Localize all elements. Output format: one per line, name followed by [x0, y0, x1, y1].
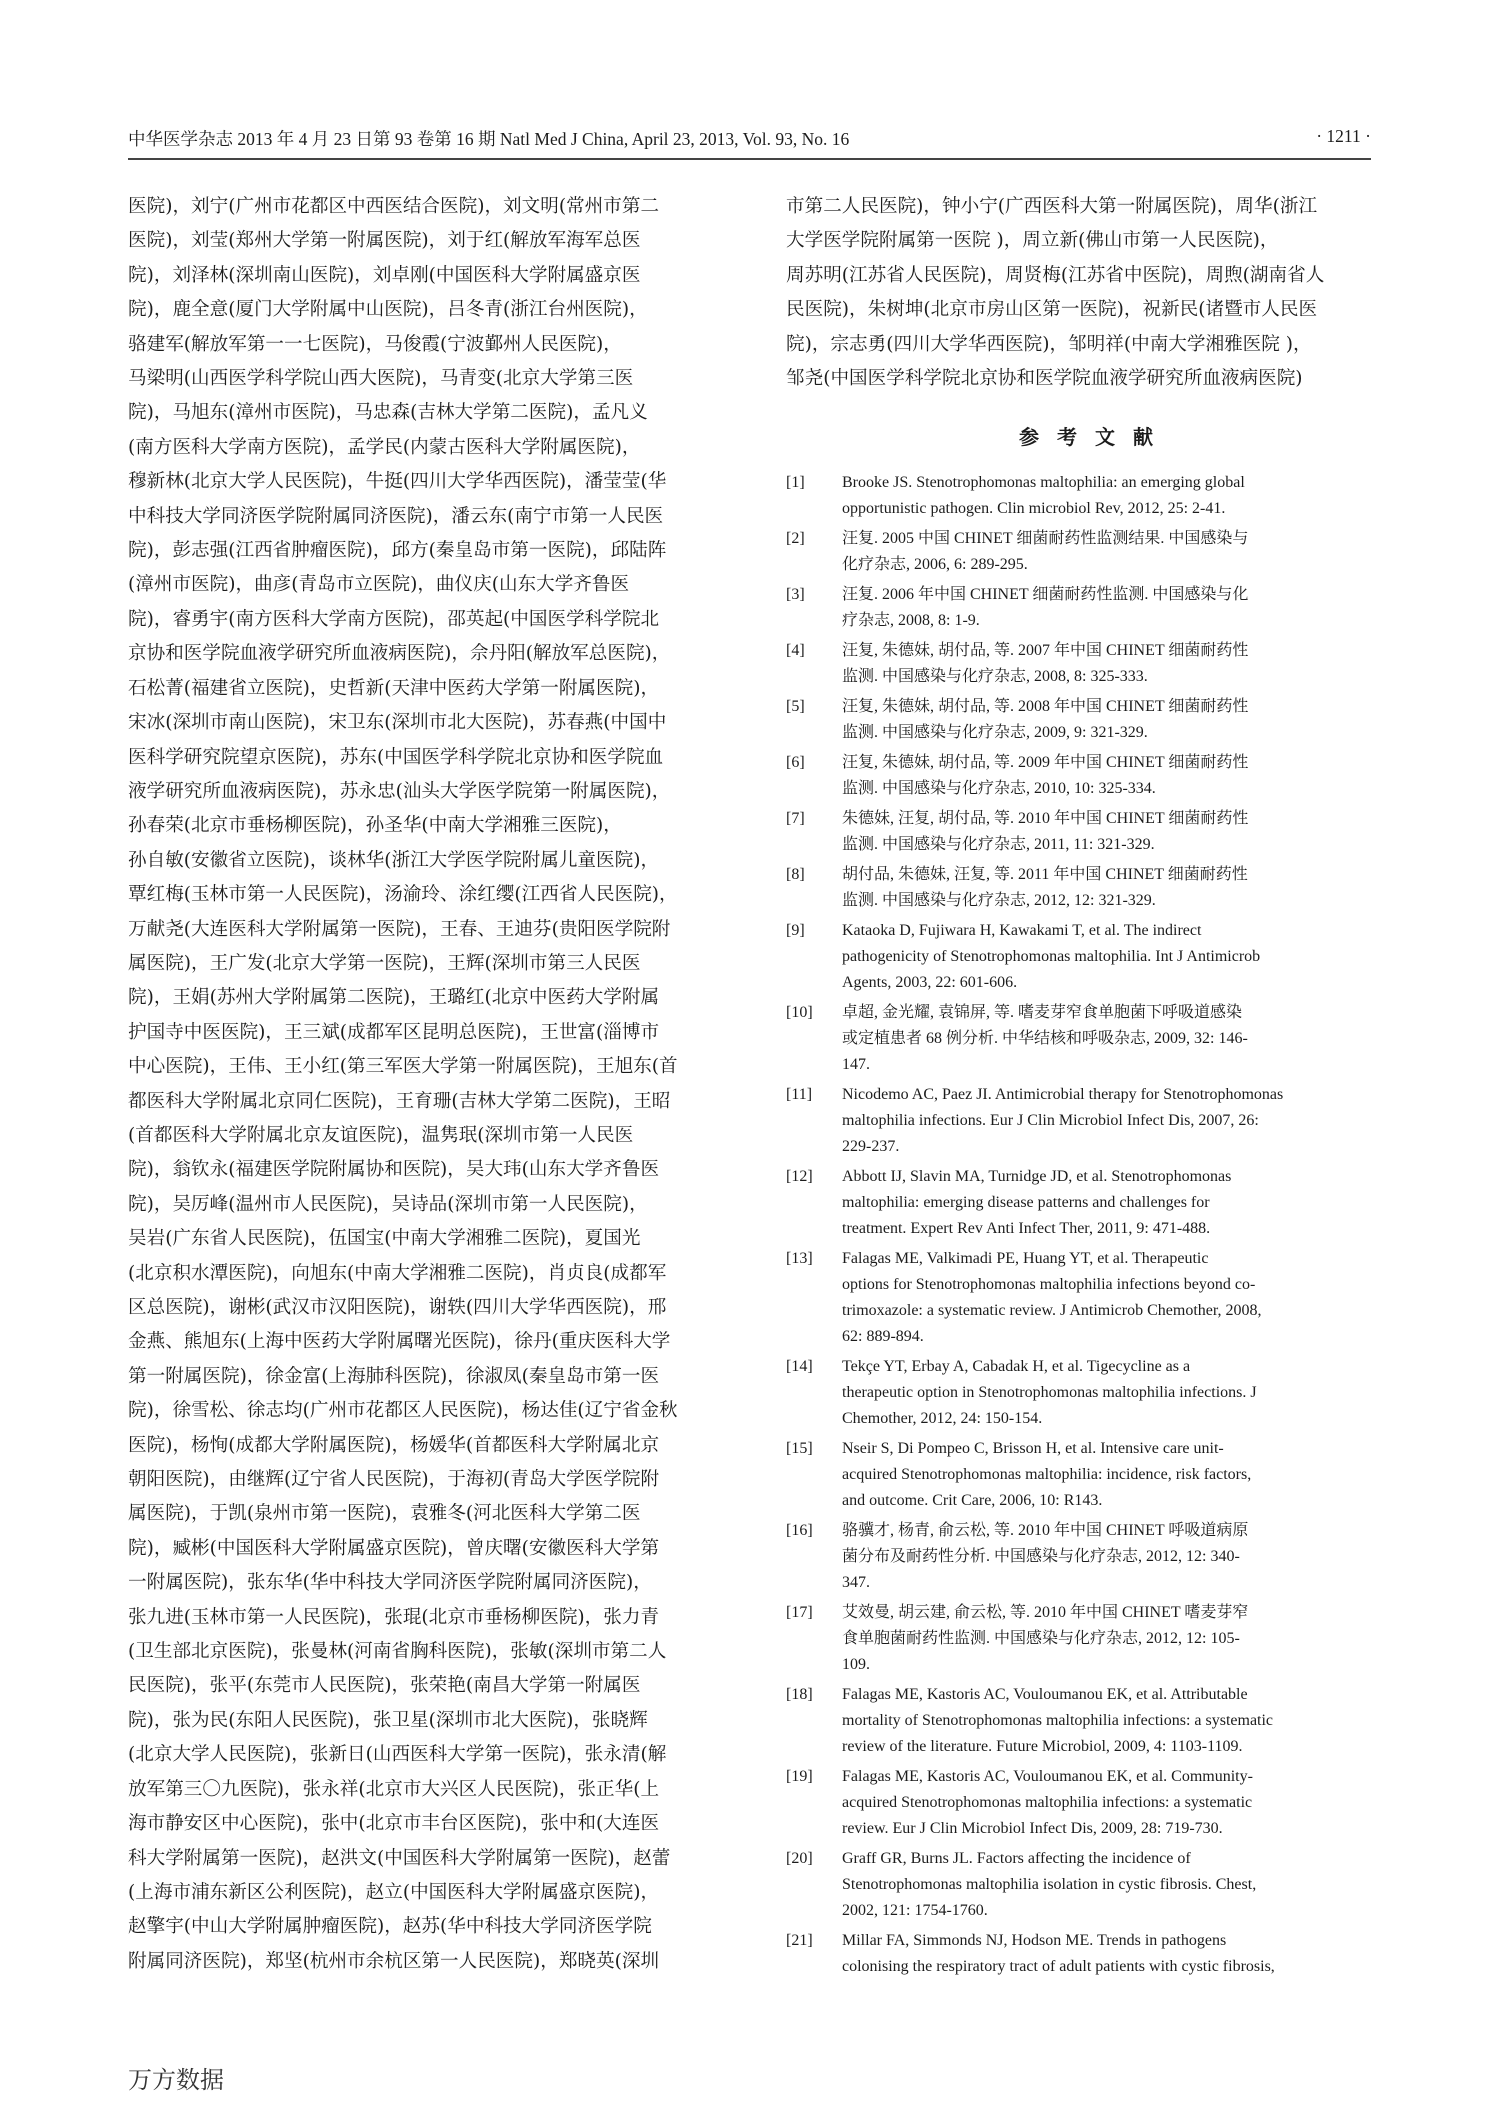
reference-line: 汪复, 朱德妹, 胡付品, 等. 2008 年中国 CHINET 细菌耐药性: [842, 698, 1249, 716]
reference-text: [842, 1600, 1386, 1678]
reference-line: acquired Stenotrophomonas maltophilia: incidence, risk factors,: [842, 1466, 1252, 1484]
text-line: 科大学附属第一医院)，赵洪文(中国医科大学附属第一医院)，赵蕾: [128, 1847, 671, 1869]
text-line: 院)，马旭东(漳州市医院)，马忠森(吉林大学第二医院)，孟凡义: [128, 402, 648, 424]
reference-line: Stenotrophomonas maltophilia isolation in cystic fibrosis. Chest,: [842, 1876, 1257, 1894]
reference-number: [10]: [786, 1004, 813, 1022]
text-line: 医院)，刘宁(广州市花都区中西医结合医院)，刘文明(常州市第二: [128, 196, 660, 217]
header-rule: [128, 158, 1371, 160]
reference-item: [786, 1846, 1386, 1924]
reference-line: treatment. Expert Rev Anti Infect Ther, 2011, 9: 471-488.: [842, 1220, 1211, 1238]
text-line: 马梁明(山西医学科学院山西大医院)，马青变(北京大学第三医: [128, 368, 634, 390]
reference-line: 347.: [842, 1574, 870, 1592]
reference-number: [8]: [786, 866, 805, 884]
left-column: [128, 190, 738, 1979]
reference-number: [19]: [786, 1768, 813, 1786]
reference-item: [786, 1518, 1386, 1596]
reference-text: [842, 1164, 1386, 1242]
reference-line: 109.: [842, 1656, 870, 1674]
reference-number: [2]: [786, 530, 805, 548]
reference-text: [842, 1682, 1386, 1760]
reference-number: [18]: [786, 1686, 813, 1704]
text-line: (南方医科大学南方医院)，孟学民(内蒙古医科大学附属医院)，: [128, 436, 641, 458]
reference-item: [786, 1246, 1386, 1350]
reference-number: [5]: [786, 698, 805, 716]
reference-text: [842, 1082, 1386, 1160]
reference-line: Falagas ME, Kastoris AC, Vouloumanou EK, et al. Attributable: [842, 1686, 1248, 1704]
reference-line: 监测. 中国感染与化疗杂志, 2011, 11: 321-329.: [842, 836, 1155, 854]
reference-text: [842, 1436, 1386, 1514]
reference-line: Millar FA, Simmonds NJ, Hodson ME. Trends in pathogens: [842, 1932, 1227, 1950]
text-line: 覃红梅(玉林市第一人民医院)，汤渝玲、涂红缨(江西省人民医院)，: [128, 884, 678, 906]
watermark-text: 万方数据: [128, 2066, 224, 2094]
reference-line: 监测. 中国感染与化疗杂志, 2010, 10: 325-334.: [842, 780, 1156, 798]
reference-line: 229-237.: [842, 1138, 900, 1156]
reference-line: review of the literature. Future Microbiol, 2009, 4: 1103-1109.: [842, 1738, 1243, 1756]
reference-number: [4]: [786, 642, 805, 660]
reference-text: [842, 470, 1386, 522]
reference-line: Agents, 2003, 22: 601-606.: [842, 974, 1018, 992]
text-line: 吴岩(广东省人民医院)，伍国宝(中南大学湘雅二医院)，夏国光: [128, 1228, 641, 1250]
text-line: 中科技大学同济医学院附属同济医院)，潘云东(南宁市第一人民医: [128, 505, 664, 527]
text-line: 都医科大学附属北京同仁医院)，王育珊(吉林大学第二医院)，王昭: [128, 1090, 671, 1112]
reference-number: [17]: [786, 1604, 813, 1622]
reference-item: [786, 1764, 1386, 1842]
text-line: (漳州市医院)，曲彦(青岛市立医院)，曲仪庆(山东大学齐鲁医: [128, 574, 630, 596]
reference-line: Abbott IJ, Slavin MA, Turnidge JD, et al. Stenotrophomonas: [842, 1168, 1232, 1186]
reference-line: options for Stenotrophomonas maltophilia infections beyond co-: [842, 1276, 1256, 1294]
reference-text: [842, 1846, 1386, 1924]
reference-line: Falagas ME, Valkimadi PE, Huang YT, et al. Therapeutic: [842, 1250, 1209, 1268]
text-line: 院)，睿勇宇(南方医科大学南方医院)，邵英起(中国医学科学院北: [128, 608, 660, 630]
reference-line: Brooke JS. Stenotrophomonas maltophilia: an emerging global: [842, 474, 1245, 492]
running-header: [128, 126, 1371, 152]
reference-line: 监测. 中国感染与化疗杂志, 2009, 9: 321-329.: [842, 724, 1148, 742]
text-line: 院)，臧彬(中国医科大学附属盛京医院)，曾庆曙(安徽医科大学第: [128, 1537, 660, 1559]
reference-number: [15]: [786, 1440, 813, 1458]
reference-line: 卓超, 金光耀, 袁锦屏, 等. 嗜麦芽窄食单胞菌下呼吸道感染: [842, 1004, 1243, 1022]
reference-text: [842, 582, 1386, 634]
reference-item: [786, 1928, 1386, 1980]
reference-line: 汪复, 朱德妹, 胡付品, 等. 2007 年中国 CHINET 细菌耐药性: [842, 642, 1249, 660]
reference-line: review. Eur J Clin Microbiol Infect Dis, 2009, 28: 719-730.: [842, 1820, 1223, 1838]
text-line: 医院)，刘莹(郑州大学第一附属医院)，刘于红(解放军海军总医: [128, 230, 641, 252]
reference-line: colonising the respiratory tract of adult patients with cystic fibrosis,: [842, 1958, 1275, 1976]
reference-number: [9]: [786, 922, 805, 940]
reference-line: 62: 889-894.: [842, 1328, 924, 1346]
reference-number: [1]: [786, 474, 805, 492]
reference-text: [842, 638, 1386, 690]
text-line: 市第二人民医院)，钟小宁(广西医科大第一附属医院)，周华(浙江: [786, 196, 1318, 217]
reference-text: [842, 1000, 1386, 1078]
text-line: 穆新林(北京大学人民医院)，牛挺(四川大学华西医院)，潘莹莹(华: [128, 471, 667, 493]
text-line: 民医院)，朱树坤(北京市房山区第一医院)，祝新民(诸暨市人民医: [786, 299, 1318, 321]
text-line: 大学医学院附属第一医院 )，周立新(佛山市第一人民医院)，: [786, 230, 1279, 252]
text-line: 周苏明(江苏省人民医院)，周贤梅(江苏省中医院)，周煦(湖南省人: [786, 264, 1325, 286]
text-line: 骆建军(解放军第一一七医院)，马俊霞(宁波鄞州人民医院)，: [128, 333, 622, 355]
text-line: 院)，彭志强(江西省肿瘤医院)，邱方(秦皇岛市第一医院)，邱陆阵: [128, 540, 667, 562]
reference-line: mortality of Stenotrophomonas maltophilia infections: a systematic: [842, 1712, 1274, 1730]
reference-text: [842, 1354, 1386, 1432]
text-line: 民医院)，张平(东莞市人民医院)，张荣艳(南昌大学第一附属医: [128, 1675, 641, 1697]
text-line: 护国寺中医医院)，王三斌(成都军区昆明总医院)，王世富(淄博市: [128, 1021, 660, 1043]
reference-line: 汪复, 朱德妹, 胡付品, 等. 2009 年中国 CHINET 细菌耐药性: [842, 754, 1249, 772]
reference-line: 胡付品, 朱德妹, 汪复, 等. 2011 年中国 CHINET 细菌耐药性: [842, 866, 1248, 884]
reference-line: pathogenicity of Stenotrophomonas maltophilia. Int J Antimicrob: [842, 948, 1261, 966]
text-line: 石松菁(福建省立医院)，史哲新(天津中医药大学第一附属医院)，: [128, 677, 660, 699]
reference-line: Graff GR, Burns JL. Factors affecting the incidence of: [842, 1850, 1191, 1868]
text-line: 院)，宗志勇(四川大学华西医院)，邹明祥(中南大学湘雅医院 )，: [786, 333, 1312, 355]
reference-item: [786, 806, 1386, 858]
text-line: 院)，翁钦永(福建医学院附属协和医院)，吴大玮(山东大学齐鲁医: [128, 1159, 660, 1181]
reference-text: [842, 862, 1386, 914]
text-line: 院)，张为民(东阳人民医院)，张卫星(深圳市北大医院)，张晓辉: [128, 1709, 648, 1731]
reference-line: 食单胞菌耐药性监测. 中国感染与化疗杂志, 2012, 12: 105-: [842, 1630, 1240, 1648]
reference-line: 艾效曼, 胡云建, 俞云松, 等. 2010 年中国 CHINET 嗜麦芽窄: [842, 1604, 1249, 1622]
reference-line: opportunistic pathogen. Clin microbiol Rev, 2012, 25: 2-41.: [842, 500, 1226, 518]
reference-line: 147.: [842, 1056, 870, 1074]
reference-line: 化疗杂志, 2006, 6: 289-295.: [842, 556, 1028, 574]
text-line: 中心医院)，王伟、王小红(第三军医大学第一附属医院)，王旭东(首: [128, 1056, 678, 1078]
reference-text: [842, 750, 1386, 802]
reference-item: [786, 918, 1386, 996]
text-line: 赵擎宇(中山大学附属肿瘤医院)，赵苏(华中科技大学同济医学院: [128, 1916, 652, 1938]
reference-line: 监测. 中国感染与化疗杂志, 2012, 12: 321-329.: [842, 892, 1156, 910]
reference-line: 汪复. 2005 中国 CHINET 细菌耐药性监测结果. 中国感染与: [842, 530, 1249, 548]
reference-item: [786, 862, 1386, 914]
text-line: 海市静安区中心医院)，张中(北京市丰台区医院)，张中和(大连医: [128, 1813, 660, 1835]
reference-number: [3]: [786, 586, 805, 604]
text-line: 张九进(玉林市第一人民医院)，张琨(北京市垂杨柳医院)，张力青: [128, 1606, 660, 1628]
reference-item: [786, 1600, 1386, 1678]
reference-text: [842, 1764, 1386, 1842]
text-line: 液学研究所血液病医院)，苏永忠(汕头大学医学院第一附属医院)，: [128, 780, 671, 802]
reference-line: Chemother, 2012, 24: 150-154.: [842, 1410, 1043, 1428]
reference-text: [842, 694, 1386, 746]
reference-item: [786, 750, 1386, 802]
acknowledgement-list-left: [128, 190, 738, 1979]
reference-line: 朱德妹, 汪复, 胡付品, 等. 2010 年中国 CHINET 细菌耐药性: [842, 810, 1249, 828]
reference-line: trimoxazole: a systematic review. J Antimicrob Chemother, 2008,: [842, 1302, 1262, 1320]
reference-list: [786, 470, 1386, 1980]
reference-text: [842, 1518, 1386, 1596]
reference-item: [786, 1436, 1386, 1514]
text-line: 宋冰(深圳市南山医院)，宋卫东(深圳市北大医院)，苏春燕(中国中: [128, 712, 667, 734]
reference-line: Nseir S, Di Pompeo C, Brisson H, et al. Intensive care unit-: [842, 1440, 1224, 1458]
reference-number: [13]: [786, 1250, 813, 1268]
reference-item: [786, 470, 1386, 522]
reference-number: [11]: [786, 1086, 813, 1104]
reference-number: [20]: [786, 1850, 813, 1868]
reference-line: therapeutic option in Stenotrophomonas maltophilia infections. J: [842, 1384, 1257, 1402]
reference-line: 或定植患者 68 例分析. 中华结核和呼吸杂志, 2009, 32: 146-: [842, 1030, 1248, 1048]
text-line: (卫生部北京医院)，张曼林(河南省胸科医院)，张敏(深圳市第二人: [128, 1641, 667, 1663]
text-line: 区总医院)，谢彬(武汉市汉阳医院)，谢轶(四川大学华西医院)，邢: [128, 1297, 667, 1318]
reference-line: and outcome. Crit Care, 2006, 10: R143.: [842, 1492, 1103, 1510]
text-line: 属医院)，于凯(泉州市第一医院)，袁雅冬(河北医科大学第二医: [128, 1503, 641, 1525]
text-line: 医院)，杨恂(成都大学附属医院)，杨媛华(首都医科大学附属北京: [128, 1434, 660, 1456]
text-line: 金燕、熊旭东(上海中医药大学附属曙光医院)，徐丹(重庆医科大学: [128, 1331, 671, 1353]
reference-line: 骆骥才, 杨青, 俞云松, 等. 2010 年中国 CHINET 呼吸道病原: [842, 1522, 1249, 1540]
right-column: [786, 190, 1386, 1984]
text-line: 万献尧(大连医科大学附属第一医院)，王春、王迪芬(贵阳医学院附: [128, 918, 671, 940]
reference-number: [6]: [786, 754, 805, 772]
text-line: 属医院)，王广发(北京大学第一医院)，王辉(深圳市第三人民医: [128, 952, 641, 974]
text-line: 院)，刘泽林(深圳南山医院)，刘卓刚(中国医科大学附属盛京医: [128, 264, 641, 286]
reference-number: [7]: [786, 810, 805, 828]
reference-line: 汪复. 2006 年中国 CHINET 细菌耐药性监测. 中国感染与化: [842, 586, 1249, 604]
reference-text: [842, 1246, 1386, 1350]
journal-citation: 中华医学杂志 2013 年 4 月 23 日第 93 卷第 16 期 Natl Med J China, April 23, 2013, Vol. 93, No. 16: [128, 129, 850, 149]
reference-item: [786, 694, 1386, 746]
text-line: 院)，王娟(苏州大学附属第二医院)，王璐红(北京中医药大学附属: [128, 987, 660, 1009]
text-line: 院)，吴厉峰(温州市人民医院)，吴诗品(深圳市第一人民医院)，: [128, 1193, 648, 1215]
reference-number: [16]: [786, 1522, 813, 1540]
reference-item: [786, 638, 1386, 690]
text-line: (北京大学人民医院)，张新日(山西医科大学第一医院)，张永清(解: [128, 1744, 667, 1766]
text-line: 医科学研究院望京医院)，苏东(中国医学科学院北京协和医学院血: [128, 746, 664, 768]
text-line: 邹尧(中国医学科学院北京协和医学院血液学研究所血液病医院): [786, 368, 1303, 390]
reference-item: [786, 1082, 1386, 1160]
reference-line: Kataoka D, Fujiwara H, Kawakami T, et al. The indirect: [842, 922, 1202, 940]
text-line: 孙春荣(北京市垂杨柳医院)，孙圣华(中南大学湘雅三医院)，: [128, 815, 622, 837]
text-line: 院)，鹿全意(厦门大学附属中山医院)，吕冬青(浙江台州医院)，: [128, 299, 648, 321]
reference-line: maltophilia infections. Eur J Clin Microbiol Infect Dis, 2007, 26:: [842, 1112, 1259, 1130]
reference-line: 2002, 121: 1754-1760.: [842, 1902, 988, 1920]
reference-line: 菌分布及耐药性分析. 中国感染与化疗杂志, 2012, 12: 340-: [842, 1548, 1240, 1566]
reference-line: Nicodemo AC, Paez JI. Antimicrobial therapy for Stenotrophomonas: [842, 1086, 1284, 1104]
reference-text: [842, 918, 1386, 996]
reference-number: [21]: [786, 1932, 813, 1950]
reference-number: [14]: [786, 1358, 813, 1376]
reference-line: maltophilia: emerging disease patterns and challenges for: [842, 1194, 1210, 1212]
page-number: · 1211 ·: [1316, 126, 1371, 146]
text-line: 朝阳医院)，由继辉(辽宁省人民医院)，于海初(青岛大学医学院附: [128, 1469, 660, 1491]
reference-line: 疗杂志, 2008, 8: 1-9.: [842, 612, 980, 630]
text-line: 附属同济医院)，郑坚(杭州市余杭区第一人民医院)，郑晓英(深圳: [128, 1950, 660, 1972]
reference-item: [786, 1682, 1386, 1760]
text-line: 孙自敏(安徽省立医院)，谈林华(浙江大学医学院附属儿童医院)，: [128, 849, 660, 871]
reference-line: Falagas ME, Kastoris AC, Vouloumanou EK, et al. Community-: [842, 1768, 1253, 1786]
reference-text: [842, 526, 1386, 578]
reference-text: [842, 806, 1386, 858]
acknowledgement-list-right: [786, 190, 1386, 396]
text-line: 第一附属医院)，徐金富(上海肺科医院)，徐淑凤(秦皇岛市第一医: [128, 1365, 660, 1387]
reference-number: [12]: [786, 1168, 813, 1186]
reference-item: [786, 1354, 1386, 1432]
reference-item: [786, 582, 1386, 634]
text-line: 京协和医学院血液学研究所血液病医院)，佘丹阳(解放军总医院)，: [128, 643, 671, 665]
reference-line: acquired Stenotrophomonas maltophilia infections: a systematic: [842, 1794, 1253, 1812]
reference-text: [842, 1928, 1386, 1980]
text-line: 放军第三〇九医院)，张永祥(北京市大兴区人民医院)，张正华(上: [128, 1778, 660, 1800]
reference-item: [786, 1164, 1386, 1242]
text-line: (首都医科大学附属北京友谊医院)，温隽珉(深圳市第一人民医: [128, 1124, 634, 1146]
text-line: 院)，徐雪松、徐志均(广州市花都区人民医院)，杨达佳(辽宁省金秋: [128, 1400, 678, 1422]
reference-line: 监测. 中国感染与化疗杂志, 2008, 8: 325-333.: [842, 668, 1148, 686]
references-heading: 参考文献: [1019, 425, 1171, 450]
reference-item: [786, 1000, 1386, 1078]
text-line: 一附属医院)，张东华(华中科技大学同济医学院附属同济医院)，: [128, 1572, 652, 1594]
reference-item: [786, 526, 1386, 578]
text-line: (上海市浦东新区公利医院)，赵立(中国医科大学附属盛京医院)，: [128, 1881, 660, 1903]
text-line: (北京积水潭医院)，向旭东(中南大学湘雅二医院)，肖贞良(成都军: [128, 1262, 667, 1284]
reference-line: Tekçe YT, Erbay A, Cabadak H, et al. Tigecycline as a: [842, 1358, 1191, 1376]
